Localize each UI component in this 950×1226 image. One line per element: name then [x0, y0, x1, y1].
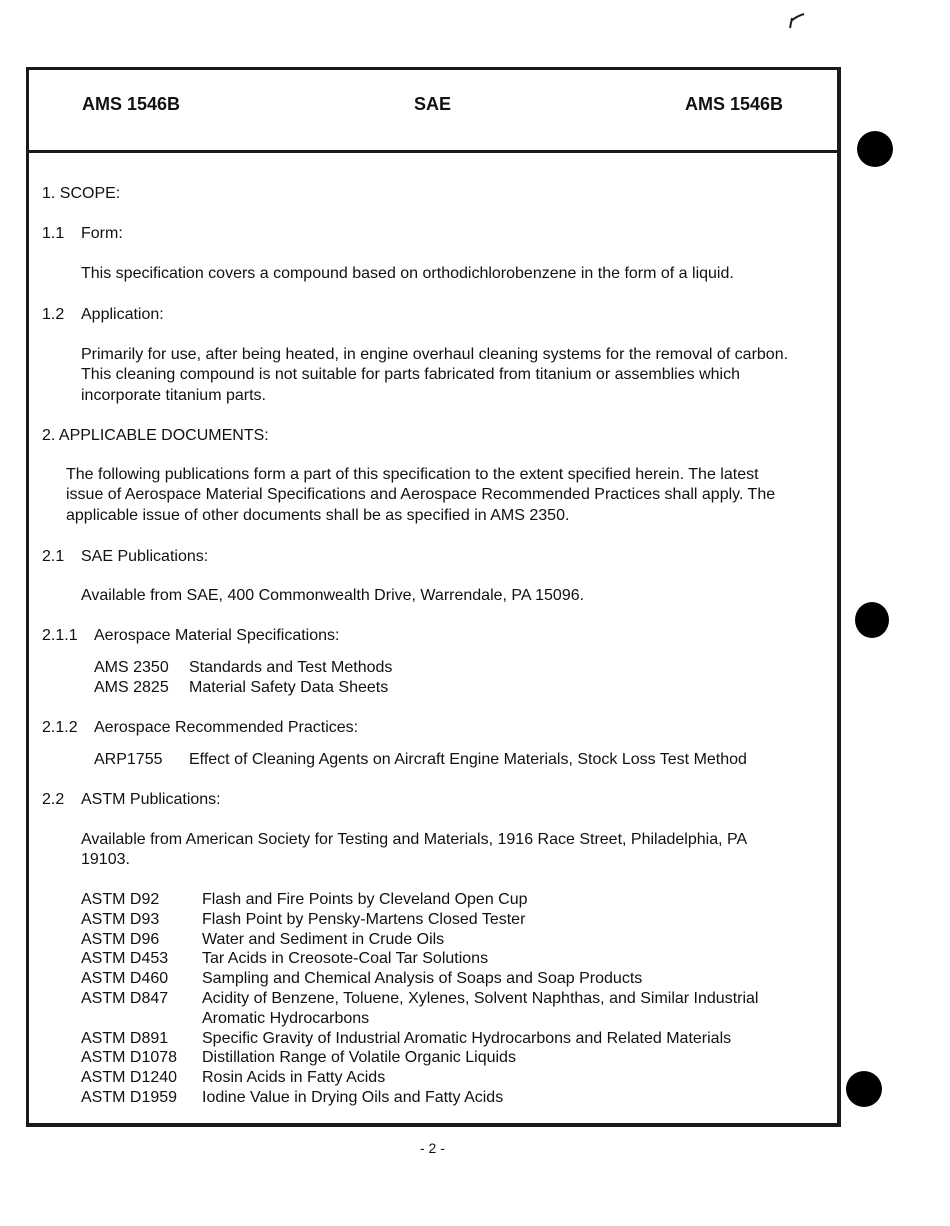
section-number: 2.1 — [42, 548, 65, 565]
paragraph-line: incorporate titanium parts. — [81, 387, 266, 404]
document-code: ASTM D1078 — [81, 1049, 178, 1066]
document-title: Distillation Range of Volatile Organic Liquids — [202, 1049, 516, 1066]
header-left-code: AMS 1546B — [82, 94, 181, 114]
paragraph-line: This cleaning compound is not suitable for parts fabricated from titanium or assemblies which — [81, 366, 740, 383]
header-right-code: AMS 1546B — [685, 94, 784, 114]
section-number: 2.2 — [42, 791, 65, 808]
section-number: 1.2 — [42, 306, 65, 323]
document-code: ASTM D1240 — [81, 1069, 178, 1086]
document-title-continued: Aromatic Hydrocarbons — [202, 1010, 370, 1027]
paragraph-line: Available from American Society for Testing and Materials, 1916 Race Street, Philadelphia, PA — [81, 831, 748, 848]
section-title: Aerospace Material Specifications: — [94, 627, 340, 644]
revision-dot-marker — [855, 602, 889, 638]
section-number: 2.1.2 — [42, 719, 78, 736]
document-title: Material Safety Data Sheets — [189, 679, 389, 696]
page-number: - 2 - — [420, 1140, 445, 1156]
section-title: Form: — [81, 225, 123, 242]
document-code: AMS 2825 — [94, 679, 169, 696]
document-title: Flash and Fire Points by Cleveland Open Cup — [202, 891, 528, 908]
paragraph-line: Primarily for use, after being heated, in engine overhaul cleaning systems for the removal of carbon. — [81, 346, 789, 363]
section-number: 1.1 — [42, 225, 65, 242]
corner-mark-icon — [787, 10, 807, 30]
section-title: ASTM Publications: — [81, 791, 221, 808]
paragraph-line: This specification covers a compound based on orthodichlorobenzene in the form of a liquid. — [81, 265, 734, 282]
document-code: ASTM D92 — [81, 891, 160, 908]
header-center-org: SAE — [414, 94, 452, 114]
document-title: Specific Gravity of Industrial Aromatic Hydrocarbons and Related Materials — [202, 1030, 732, 1047]
document-code: ASTM D847 — [81, 990, 169, 1007]
section-number: 2.1.1 — [42, 627, 78, 644]
paragraph-line: Available from SAE, 400 Commonwealth Drive, Warrendale, PA 15096. — [81, 587, 585, 604]
document-title: Sampling and Chemical Analysis of Soaps and Soap Products — [202, 970, 643, 987]
document-title: Rosin Acids in Fatty Acids — [202, 1069, 386, 1086]
revision-dot-marker — [846, 1071, 882, 1107]
revision-dot-marker — [857, 131, 893, 167]
document-title: Iodine Value in Drying Oils and Fatty Acids — [202, 1089, 504, 1106]
section-heading: 1. SCOPE: — [42, 185, 121, 202]
document-title: Standards and Test Methods — [189, 659, 393, 676]
paragraph-line: 19103. — [81, 851, 130, 868]
document-title: Flash Point by Pensky-Martens Closed Tester — [202, 911, 526, 928]
document-code: ASTM D1959 — [81, 1089, 178, 1106]
paragraph-line: issue of Aerospace Material Specifications and Aerospace Recommended Practices shall apply. The — [66, 486, 776, 503]
document-code: ASTM D93 — [81, 911, 160, 928]
document-code: ARP1755 — [94, 751, 163, 768]
document-code: ASTM D453 — [81, 950, 169, 967]
header-divider — [26, 150, 841, 153]
paragraph-line: The following publications form a part of this specification to the extent specified herein. The latest — [66, 466, 759, 483]
document-title: Acidity of Benzene, Toluene, Xylenes, Solvent Naphthas, and Similar Industrial — [202, 990, 759, 1007]
document-title: Tar Acids in Creosote-Coal Tar Solutions — [202, 950, 489, 967]
section-title: Application: — [81, 306, 164, 323]
document-title: Effect of Cleaning Agents on Aircraft Engine Materials, Stock Loss Test Method — [189, 751, 747, 768]
section-title: SAE Publications: — [81, 548, 209, 565]
paragraph-line: applicable issue of other documents shall be as specified in AMS 2350. — [66, 507, 570, 524]
section-title: Aerospace Recommended Practices: — [94, 719, 359, 736]
document-title: Water and Sediment in Crude Oils — [202, 931, 445, 948]
document-code: ASTM D891 — [81, 1030, 169, 1047]
document-code: AMS 2350 — [94, 659, 169, 676]
document-code: ASTM D96 — [81, 931, 160, 948]
document-code: ASTM D460 — [81, 970, 169, 987]
section-heading: 2. APPLICABLE DOCUMENTS: — [42, 427, 269, 444]
